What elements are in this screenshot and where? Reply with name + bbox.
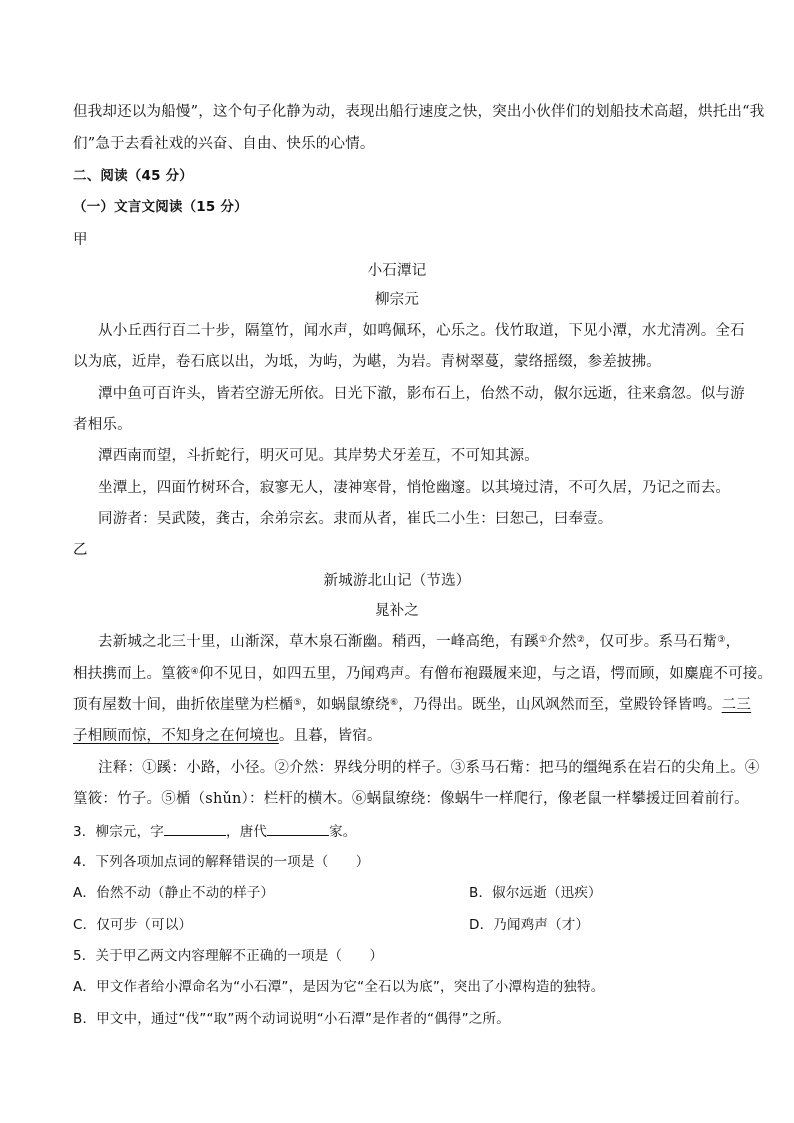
passage-b-line-2: 相扶携而上。篁筱④仰不见日，如四五里，乃闻鸡声。有僧布袍蹑履来迎，与之语，愕而顾，如麋鹿不可接。 <box>73 666 773 682</box>
passage-a-line: 从小丘西行百二十步，隔篁竹，闻水声，如鸣佩环，心乐之。伐竹取道，下见小潭，水尤清冽。全石 <box>98 323 745 339</box>
passage-a-line: 以为底，近岸，卷石底以出，为坻，为屿，为嵁，为岩。青树翠蔓，蒙络摇缀，参差披拂。 <box>73 354 661 370</box>
passage-b-line-4: 子相顾而惊，不知身之在何境也。且暮，皆宿。 <box>73 728 382 744</box>
question-4-options-row-2 <box>73 915 721 935</box>
passage-a-line: 同游者：吴武陵，龚古，余弟宗玄。隶而从者，崔氏二小生：曰恕己，曰奉壹。 <box>98 511 613 527</box>
passage-b-author: 晁补之 <box>374 603 420 619</box>
option-c: C．仅可步（可以） <box>73 917 193 933</box>
option-a: A．佁然不动（静止不动的样子） <box>73 885 275 901</box>
intro-line-2: 们”急于去看社戏的兴奋、自由、快乐的心情。 <box>73 136 375 152</box>
question-4: 4．下列各项加点词的解释错误的一项是（ ） <box>73 854 370 870</box>
question-5-option-a: A．甲文作者给小潭命名为“小石潭”，是因为它“全石以为底”，突出了小潭构造的独特。 <box>73 979 605 995</box>
passage-a-line: 潭中鱼可百许头，皆若空游无所依。日光下澈，影布石上，佁然不动，俶尔远逝，往来翕忽。似与游 <box>98 386 745 402</box>
question-3: 3．柳宗元，字 ，唐代 家。 <box>73 821 721 842</box>
passage-b-label: 乙 <box>73 542 88 558</box>
question-4-options-row-1 <box>73 883 721 903</box>
answer-blank-1[interactable] <box>164 821 226 836</box>
passage-a-line: 者相乐。 <box>73 417 132 433</box>
notes-line-2: 篁筱：竹子。⑤楯（shǔn）：栏杆的横木。⑥蜗鼠缭绕：像蜗牛一样爬行，像老鼠一样攀援迂回着前行。 <box>73 791 749 807</box>
passage-a-label: 甲 <box>73 232 88 248</box>
section-subheading: （一）文言文阅读（15 分） <box>73 199 248 215</box>
passage-a-author: 柳宗元 <box>374 292 420 308</box>
passage-a-title: 小石潭记 <box>367 263 427 279</box>
passage-b-line-3: 顶有屋数十间，曲折依崖壁为栏楯⑤，如蜗鼠缭绕⑥，乃得出。既坐，山风飒然而至，堂殿铃铎皆鸣。二三 <box>73 697 752 713</box>
passage-b-title: 新城游北山记（节选） <box>323 573 471 589</box>
underlined-sentence: 子相顾而惊，不知身之在何境也 <box>73 728 279 744</box>
question-5-option-b: B．甲文中，通过“伐”“取”两个动词说明“小石潭”是作者的“偶得”之所。 <box>73 1011 510 1027</box>
option-b: B．俶尔远逝（迅疾） <box>469 885 602 901</box>
passage-b-line-1: 去新城之北三十里，山渐深，草木泉石渐幽。稍西，一峰高绝，有蹊①介然②，仅可步。系马石觜③， <box>98 634 741 650</box>
option-d: D．乃闻鸡声（才） <box>469 917 590 933</box>
answer-blank-2[interactable] <box>267 821 329 836</box>
section-heading: 二、阅读（45 分） <box>73 168 193 184</box>
passage-a-line: 潭西南而望，斗折蛇行，明灭可见。其岸势犬牙差互，不可知其源。 <box>98 448 539 464</box>
notes-line-1: 注释：①蹊：小路，小径。②介然：界线分明的样子。③系马石觜：把马的缰绳系在岩石的尖角上。④ <box>98 760 760 776</box>
passage-a-line: 坐潭上，四面竹树环合，寂寥无人，凄神寒骨，悄怆幽邃。以其境过清，不可久居，乃记之而去。 <box>98 480 731 496</box>
underlined-sentence-start: 二三 <box>721 697 752 713</box>
question-5: 5．关于甲乙两文内容理解不正确的一项是（ ） <box>73 948 384 964</box>
intro-line-1: 但我却还以为船慢”，这个句子化静为动，表现出船行速度之快，突出小伙伴们的划船技术高超，烘托出“我 <box>73 104 765 120</box>
